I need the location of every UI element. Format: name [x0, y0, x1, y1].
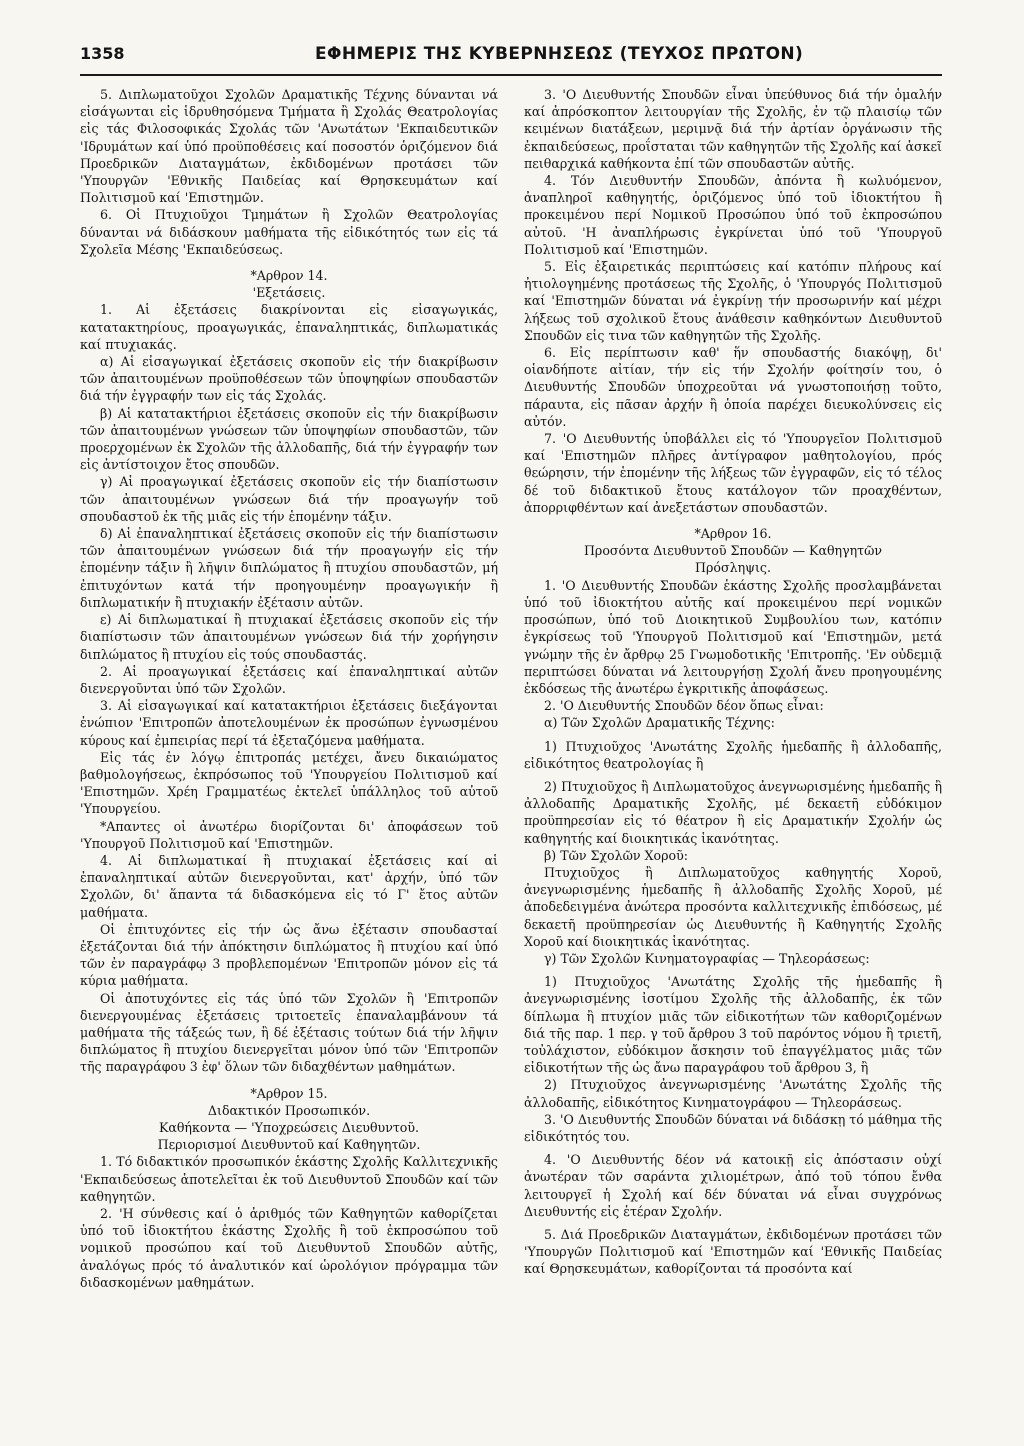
paragraph-item-c: γ) Αἱ προαγωγικαί ἐξετάσεις σκοποῦν εἰς τήν διαπίστωσιν τῶν ἀπαιτουμένων γνώσεων διά τήν προαγωγήν τοῦ σπουδαστοῦ ἐκ τῆς μιᾶς εἰς τήν ἑπομένην τάξιν. — [80, 474, 498, 524]
paragraph: 2. Αἱ προαγωγικαί ἐξετάσεις καί ἐπαναληπτικαί αὐτῶν διενεργοῦνται ὑπό τῶν Σχολῶν. — [80, 663, 498, 696]
article-15-subtitle: Καθήκοντα — 'Υποχρεώσεις Διευθυντοῦ. — [158, 1119, 420, 1135]
article-16-title: *Αρθρον 16. — [694, 526, 772, 542]
article-14-title: *Αρθρον 14. — [250, 268, 328, 284]
paragraph: Οἱ ἐπιτυχόντες εἰς τήν ὡς ἄνω ἐξέτασιν σπουδασταί ἐξετάζονται διά τήν ἀπόκτησιν διπλώματος ἢ πτυχίου καί ὑπό τῶν ἐν παραγράφῳ 3 προβλεπομένων 'Επιτροπῶν μόνον εἰς τά κύρια μαθήματα. — [80, 921, 498, 989]
paragraph: 3. Αἱ εἰσαγωγικαί καί κατατακτήριοι ἐξετάσεις διεξάγονται ἐνώπιον 'Επιτροπῶν ἀποτελουμένων ἐκ προσώπων ἐγνωσμένου κύρους καί ἐμπειρίας περί τά ἐξεταζόμενα μαθήματα. — [80, 698, 498, 748]
paragraph: 1. Αἱ ἐξετάσεις διακρίνονται εἰς εἰσαγωγικάς, κατατακτηρίους, προαγωγικάς, ἐπαναληπτικάς, διπλωματικάς καί πτυχιακάς. — [80, 302, 498, 352]
gazette-title: ΕΦΗΜΕΡΙΣ ΤΗΣ ΚΥΒΕΡΝΗΣΕΩΣ (ΤΕΥΧΟΣ ΠΡΩΤΟΝ) — [315, 44, 804, 64]
right-column — [524, 86, 942, 1278]
paragraph: 1) Πτυχιοῦχος 'Ανωτάτης Σχολῆς ἡμεδαπῆς ἢ ἀλλοδαπῆς, εἰδικότητος θεατρολογίας ἢ — [524, 738, 942, 771]
paragraph: 2) Πτυχιοῦχος ἢ Διπλωματοῦχος ἀνεγνωρισμένης ἡμεδαπῆς ἢ ἀλλοδαπῆς Δραματικῆς Σχολῆς, μέ δεκαετῆ εὐδόκιμον προϋπηρεσίαν εἰς τό θέατρον ἢ εἰς Δραματικήν Σχολήν ὡς καθηγητής καί διοικητικάς ἱκανότητας. — [524, 778, 942, 846]
paragraph: 6. Οἱ Πτυχιοῦχοι Τμημάτων ἢ Σχολῶν Θεατρολογίας δύνανται νά διδάσκουν μαθήματα τῆς εἰδικότητός των εἰς τά Σχολεῖα Μέσης 'Εκπαιδεύσεως. — [80, 207, 498, 257]
paragraph: 5. Διά Προεδρικῶν Διαταγμάτων, ἐκδιδομένων προτάσει τῶν 'Υπουργῶν Πολιτισμοῦ καί 'Επιστημῶν καί 'Εθνικῆς Παιδείας καί Θρησκευμάτων, καθορίζονται τά προσόντα καί — [524, 1227, 942, 1277]
paragraph: Εἰς τάς ἐν λόγῳ ἐπιτροπάς μετέχει, ἄνευ δικαιώματος βαθμολογήσεως, ἐκπρόσωπος τοῦ 'Υπουργείου Πολιτισμοῦ καί 'Επιστημῶν. Χρέη Γραμματέως ἐκτελεῖ ὑπάλληλος τοῦ αὐτοῦ 'Υπουργείου. — [80, 749, 498, 817]
paragraph: 4. Τόν Διευθυντήν Σπουδῶν, ἀπόντα ἢ κωλυόμενον, ἀναπληροῖ καθηγητής, ὁριζόμενος ὑπό τοῦ ἰδιοκτήτου ἢ προκειμένου περί Νομικοῦ Προσώπου ὑπό τοῦ ἐκπροσώπου αὐτοῦ. 'Η ἀναπλήρωσις ἐγκρίνεται ὑπό τοῦ 'Υπουργοῦ Πολιτισμοῦ καί 'Επιστημῶν. — [524, 173, 942, 257]
paragraph: 3. 'Ο Διευθυντής Σπουδῶν εἶναι ὑπεύθυνος διά τήν ὁμαλήν καί ἀπρόσκοπτον λειτουργίαν τῆς Σχολῆς, ἐν τῷ πλαισίῳ τῶν κειμένων διατάξεων, μεριμνᾷ διά τήν ἀρτίαν ὀργάνωσιν τῆς ἐκπαιδεύσεως, προΐσταται τῶν καθηγητῶν τῆς Σχολῆς καί ἀσκεῖ πειθαρχικά καθήκοντα ἐπί τῶν σπουδαστῶν αὐτῆς. — [524, 87, 942, 171]
article-15-subtitle: Περιορισμοί Διευθυντοῦ καί Καθηγητῶν. — [157, 1137, 421, 1153]
paragraph: 5. Εἰς ἐξαιρετικάς περιπτώσεις καί κατόπιν πλήρους καί ἠτιολογημένης προτάσεως τῆς Σχολῆς, ὁ 'Υπουργός Πολιτισμοῦ καί 'Επιστημῶν δύναται νά ἐγκρίνῃ τήν προσωρινήν καί μέχρι λήξεως τοῦ σχολικοῦ ἔτους ἀνάθεσιν καθηκόντων Διευθυντοῦ Σπουδῶν εἰς τινα τῶν καθηγητῶν τῆς Σχολῆς. — [524, 259, 942, 343]
paragraph: 1) Πτυχιοῦχος 'Ανωτάτης Σχολῆς τῆς ἡμεδαπῆς ἢ ἀνεγνωρισμένης ἰσοτίμου Σχολῆς τῆς ἀλλοδαπῆς, ἐκ τῶν δίπλωμα ἢ πτυχίον μιᾶς τῶν εἰδικοτήτων τῶν καθοριζομένων διά τῆς παρ. 1 περ. γ τοῦ ἄρθρου 3 τοῦ παρόντος νόμου ἢ τριετῆ, τοὐλάχιστον, εὐδόκιμον ἄσκησιν τοῦ ἐπαγγέλματος μιᾶς τῶν εἰδικοτήτων τῆς ὡς ἄνω παραγράφου τοῦ ἄρθρου 3, ἢ — [524, 974, 942, 1076]
page-number: 1358 — [80, 44, 125, 63]
paragraph: 2. 'Η σύνθεσις καί ὁ ἀριθμός τῶν Καθηγητῶν καθορίζεται ὑπό τοῦ ἰδιοκτήτου ἑκάστης Σχολῆς ἢ τοῦ ἐκπροσώπου τοῦ νομικοῦ προσώπου καί τοῦ Διευθυντοῦ Σπουδῶν αὐτῆς, ἀναλόγως πρός τό ἀναλυτικόν καί ὡρολόγιον πρόγραμμα τῶν διδασκομένων μαθημάτων. — [80, 1206, 498, 1290]
paragraph: 4. 'Ο Διευθυντής δέον νά κατοικῇ εἰς ἀπόστασιν οὐχί ἀνωτέραν τῶν σαράντα χιλιομέτρων, ἀπό τοῦ τόπου ἔνθα λειτουργεῖ ἡ Σχολή καί δέν δύναται νά εἶναι συγχρόνως Διευθυντής εἰς ἑτέραν Σχολήν. — [524, 1152, 942, 1219]
article-14-subtitle: 'Εξετάσεις. — [252, 285, 326, 301]
article-16-subtitle: Πρόσληψις. — [695, 560, 771, 576]
article-16-subtitle: Προσόντα Διευθυντοῦ Σπουδῶν — Καθηγητῶν — [583, 543, 883, 559]
paragraph: 5. Διπλωματοῦχοι Σχολῶν Δραματικῆς Τέχνης δύνανται νά εἰσάγωνται εἰς ἱδρυθησόμενα Τμήματα ἢ Σχολάς Θεατρολογίας εἰς τάς Φιλοσοφικάς Σχολάς τῶν 'Ανωτάτων 'Εκπαιδευτικῶν 'Ιδρυμάτων καί ὑπό προϋποθέσεις καί ποσοστόν ὁριζόμενον διά Προεδρικῶν Διαταγμάτων, ἐκδιδομένων προτάσει τῶν 'Υπουργῶν 'Εθνικῆς Παιδείας καί Θρησκευμάτων καί Πολιτισμοῦ καί 'Επιστημῶν. — [80, 87, 498, 206]
paragraph-item-b: β) Αἱ κατατακτήριοι ἐξετάσεις σκοποῦν εἰς τήν διακρίβωσιν τῶν ἀπαιτουμένων γνώσεων τῶν ὑποψηφίων σπουδαστῶν, τῶν προερχομένων ἐκ Σχολῶν τῆς ἀλλοδαπῆς, διά τήν ἐγγραφήν των εἰς ἀντίστοιχον ἔτος σπουδῶν. — [80, 405, 498, 473]
paragraph: 3. 'Ο Διευθυντής Σπουδῶν δύναται νά διδάσκῃ τό μάθημα τῆς εἰδικότητός του. — [524, 1111, 942, 1144]
page-header — [80, 38, 942, 76]
article-15-subtitle: Διδακτικόν Προσωπικόν. — [207, 1102, 371, 1118]
paragraph: γ) Τῶν Σχολῶν Κινηματογραφίας — Τηλεοράσεως: — [544, 950, 870, 966]
paragraph: Οἱ ἀποτυχόντες εἰς τάς ὑπό τῶν Σχολῶν ἢ 'Επιτροπῶν διενεργουμένας ἐξετάσεις τριτοετεῖς ἐπαναλαμβάνουν τά μαθήματα τῆς τάξεώς των, ἢ δέ ἐξέτασις τούτων διά τήν λῆψιν διπλώματος ἢ πτυχίου διενεργεῖται μόνον ὑπό τῶν 'Επιτροπῶν τῆς παραγράφου 3 ἐφ' ὅλων τῶν διδαχθέντων μαθημάτων. — [80, 990, 498, 1075]
article-15-title: *Αρθρον 15. — [250, 1085, 328, 1101]
paragraph: *Απαντες οἱ ἀνωτέρω διορίζονται δι' ἀποφάσεων τοῦ 'Υπουργοῦ Πολιτισμοῦ καί 'Επιστημῶν. — [80, 818, 498, 851]
paragraph: 2. 'Ο Διευθυντής Σπουδῶν δέον ὅπως εἶναι: — [544, 698, 824, 714]
paragraph-item-e: ε) Αἱ διπλωματικαί ἢ πτυχιακαί ἐξετάσεις σκοποῦν εἰς τήν διαπίστωσιν τῶν ἀπαιτουμένων γνώσεων διά τήν χορήγησιν διπλώματος ἢ πτυχίου εἰς τούς σπουδαστάς. — [80, 612, 498, 662]
paragraph: α) Τῶν Σχολῶν Δραματικῆς Τέχνης: — [544, 715, 775, 731]
paragraph: 2) Πτυχιοῦχος ἀνεγνωρισμένης 'Ανωτάτης Σχολῆς τῆς ἀλλοδαπῆς, εἰδικότητος Κινηματογράφου — Τηλεοράσεως. — [524, 1077, 942, 1110]
paragraph: 4. Αἱ διπλωματικαί ἢ πτυχιακαί ἐξετάσεις καί αἱ ἐπαναληπτικαί αὐτῶν διενεργοῦνται, κατ' ἀρχήν, ὑπό τῶν Σχολῶν, δι' ἅπαντα τά διδασκόμενα εἰς τό Γ' ἔτος αὐτῶν μαθήματα. — [80, 852, 498, 920]
paragraph: 1. 'Ο Διευθυντής Σπουδῶν ἑκάστης Σχολῆς προσλαμβάνεται ὑπό τοῦ ἰδιοκτήτου αὐτῆς καί προκειμένου περί νομικῶν προσώπων, ὑπό τοῦ Διοικητικοῦ Συμβουλίου των, κατόπιν ἐγκρίσεως τοῦ 'Υπουργοῦ Πολιτισμοῦ καί 'Επιστημῶν, μετά γνώμην τῆς ἐν ἄρθρῳ 25 Γνωμοδοτικῆς 'Επιτροπῆς. 'Εν οὐδεμιᾷ περιπτώσει δύναται νά λειτουργήσῃ Σχολή ἄνευ προηγουμένης ἐκδόσεως τῆς ἀνωτέρω ἐγκριτικῆς ἀποφάσεως. — [524, 577, 942, 696]
left-column — [80, 86, 498, 1291]
paragraph: β) Τῶν Σχολῶν Χοροῦ: — [544, 847, 688, 863]
paragraph: Πτυχιοῦχος ἢ Διπλωματοῦχος καθηγητής Χοροῦ, ἀνεγνωρισμένης ἡμεδαπῆς ἢ ἀλλοδαπῆς Σχολῆς Χοροῦ, μέ ἀποδεδειγμένα ἀνώτερα προσόντα καλλιτεχνικῆς ἐπιδόσεως, μέ δεκαετῆ προϋπηρεσίαν ὡς Διευθυντής ἢ Καθηγητής Σχολῆς Χοροῦ καί διοικητικάς ἱκανότητας. — [524, 864, 942, 949]
paragraph: 7. 'Ο Διευθυντής ὑποβάλλει εἰς τό 'Υπουργεῖον Πολιτισμοῦ καί 'Επιστημῶν πλῆρες ἀντίγραφον μαθητολογίου, πρός θεώρησιν, τήν ἑπομένην τῆς λήξεως τῶν ἐγγραφῶν, εἰς τό τέλος δέ τοῦ διδακτικοῦ ἔτους κατάλογον τῶν προαχθέντων, ἀπορριφθέντων καί ἀνεξετάστων σπουδαστῶν. — [524, 431, 942, 515]
paragraph: 6. Εἰς περίπτωσιν καθ' ἥν σπουδαστής διακόψῃ, δι' οἱανδήποτε αἰτίαν, τήν εἰς τήν Σχολήν φοίτησίν του, ὁ Διευθυντής Σπουδῶν ὑποχρεοῦται νά γνωστοποιήσῃ τοῦτο, πάραυτα, εἰς πᾶσαν ἀρχήν ἢ ὁποία παρέχει διευκολύνσεις εἰς αὐτόν. — [524, 345, 942, 429]
paragraph: 1. Τό διδακτικόν προσωπικόν ἑκάστης Σχολῆς Καλλιτεχνικῆς 'Εκπαιδεύσεως ἀποτελεῖται ἐκ τοῦ Διευθυντοῦ Σπουδῶν καί τῶν καθηγητῶν. — [80, 1154, 498, 1204]
paragraph-item-d: δ) Αἱ ἐπαναληπτικαί ἐξετάσεις σκοποῦν εἰς τήν διαπίστωσιν τῶν ἀπαιτουμένων γνώσεων διά τήν προαγωγήν εἰς τήν ἑπομένην τάξιν ἢ λῆψιν διπλώματος ἢ πτυχίου σπουδαστῶν, μή ἐπιτυχόντων κατά τήν προηγουμένην προαγωγικήν ἢ διπλωματικήν ἢ πτυχιακήν ἐξέτασιν αὐτῶν. — [80, 526, 498, 610]
paragraph-item-a: α) Αἱ εἰσαγωγικαί ἐξετάσεις σκοποῦν εἰς τήν διακρίβωσιν τῶν ἀπαιτουμένων προϋποθέσεων τῶν ὑποψηφίων σπουδαστῶν διά τήν ἐγγραφήν των εἰς τάς Σχολάς. — [80, 354, 498, 404]
